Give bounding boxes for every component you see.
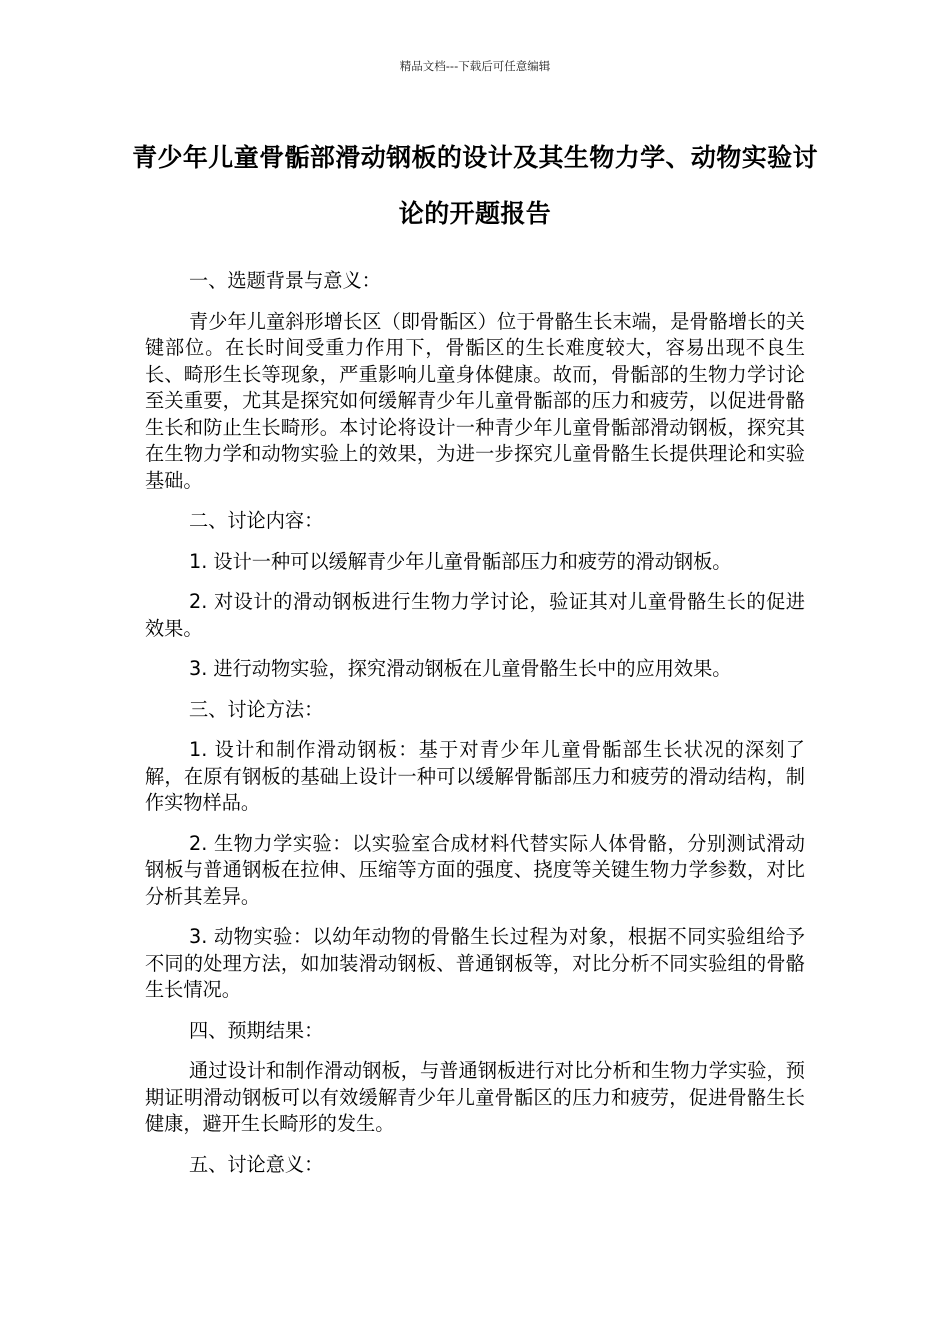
method-item-2: 2. 生物力学实验：以实验室合成材料代替实际人体骨骼，分别测试滑动钢板与普通钢板在拉伸、压缩等方面的强度、挠度等关键生物力学参数，对比分析其差异。 bbox=[145, 831, 805, 908]
content-item-2: 2. 对设计的滑动钢板进行生物力学讨论，验证其对儿童骨骼生长的促进效果。 bbox=[145, 590, 805, 640]
page-title: 青少年儿童骨骺部滑动钢板的设计及其生物力学、动物实验讨论的开题报告 bbox=[132, 143, 818, 228]
significance-heading: 五、讨论意义： bbox=[189, 1152, 324, 1176]
document-body bbox=[145, 268, 805, 1192]
result-paragraph: 通过设计和制作滑动钢板，与普通钢板进行对比分析和生物力学实验，预期证明滑动钢板可以有效缓解青少年儿童骨骺区的压力和疲劳，促进骨骼生长健康，避开生长畸形的发生。 bbox=[145, 1059, 805, 1135]
header-note: 精品文档---下载后可任意编辑 bbox=[399, 59, 551, 73]
result-heading: 四、预期结果： bbox=[189, 1018, 324, 1042]
method-item-3: 3. 动物实验：以幼年动物的骨骼生长过程为对象，根据不同实验组给予不同的处理方法，如加装滑动钢板、普通钢板等，对比分析不同实验组的骨骼生长情况。 bbox=[145, 925, 805, 1001]
background-heading: 一、选题背景与意义： bbox=[189, 269, 381, 292]
method-heading: 三、讨论方法： bbox=[189, 697, 324, 721]
content-item-1: 1. 设计一种可以缓解青少年儿童骨骺部压力和疲劳的滑动钢板。 bbox=[189, 549, 732, 573]
background-paragraph: 青少年儿童斜形增长区（即骨骺区）位于骨骼生长末端，是骨骼增长的关键部位。在长时间受重力作用下，骨骺区的生长难度较大，容易出现不良生长、畸形生长等现象，严重影响儿童身体健康。故而，骨骺部的生物力学讨论至关重要，尤其是探究如何缓解青少年儿童骨骺部的压力和疲劳，以促进骨骼生长和防止生长畸形。本讨论将设计一种青少年儿童骨骺部滑动钢板，探究其在生物力学和动物实验上的效果，为进一步探究儿童骨骼生长提供理论和实验基础。 bbox=[145, 309, 805, 492]
content-item-3: 3. 进行动物实验，探究滑动钢板在儿童骨骼生长中的应用效果。 bbox=[189, 657, 732, 680]
method-item-1: 1. 设计和制作滑动钢板：基于对青少年儿童骨骺部生长状况的深刻了解，在原有钢板的基础上设计一种可以缓解骨骺部压力和疲劳的滑动结构，制作实物样品。 bbox=[145, 738, 805, 814]
content-heading: 二、讨论内容： bbox=[189, 509, 324, 532]
